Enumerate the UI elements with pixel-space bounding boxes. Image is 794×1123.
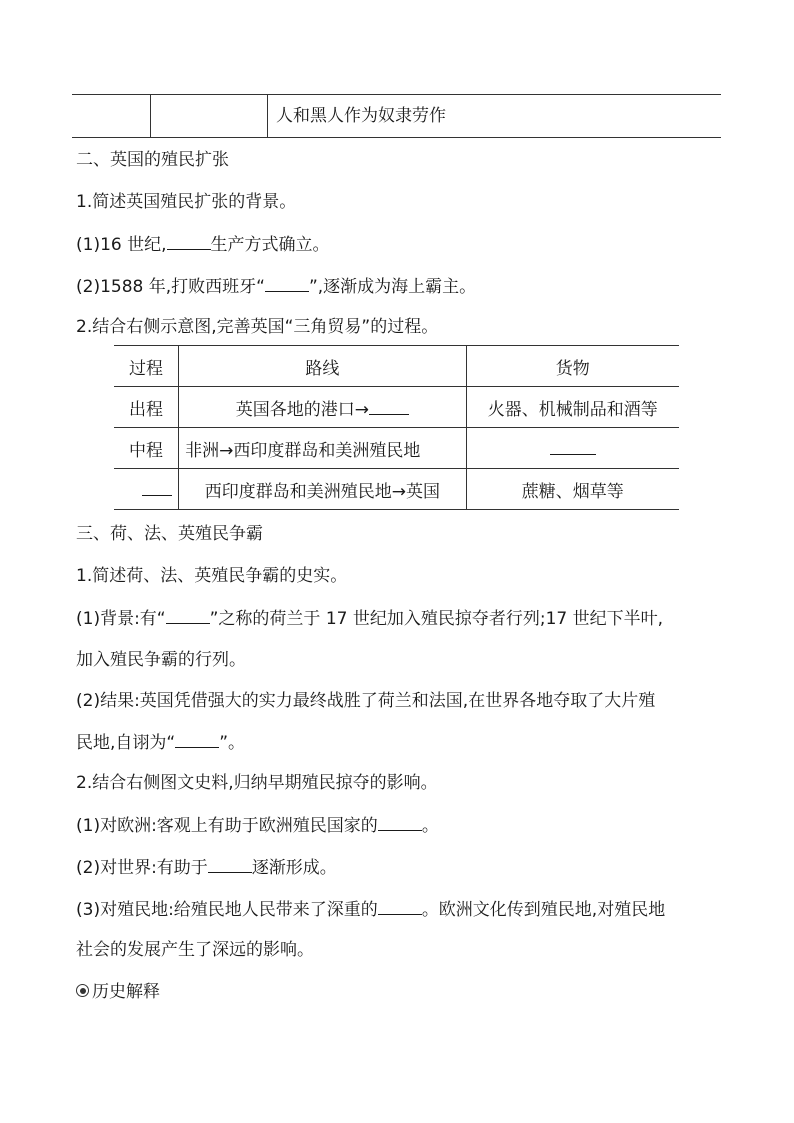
goods-cell: 火器、机械制品和酒等	[466, 387, 679, 428]
question-text: (1)对欧洲:客观上有助于欧洲殖民国家的	[76, 816, 378, 836]
question-2-3-continued: 社会的发展产生了深远的影响。	[76, 940, 314, 960]
section-heading-colonial-rivalry: 三、荷、法、英殖民争霸	[76, 524, 263, 544]
table-cell-text: 人和黑人作为奴隶劳作	[276, 106, 446, 126]
answer-blank[interactable]	[175, 730, 219, 748]
question-text: 。欧洲文化传到殖民地,对殖民地	[421, 900, 666, 920]
goods-cell	[466, 428, 679, 469]
question-1-1-continued	[76, 647, 246, 672]
answer-blank[interactable]	[166, 606, 210, 624]
label-text: 历史解释	[92, 982, 160, 1002]
question-2-3-colonies	[76, 897, 665, 922]
question-1-background: 1.简述英国殖民扩张的背景。	[76, 192, 297, 212]
header-goods: 货物	[466, 346, 679, 387]
question-text: 生产方式确立。	[210, 235, 330, 255]
question-text: ”之称的荷兰于 17 世纪加入殖民掠夺者行列;17 世纪下半叶,	[209, 609, 664, 629]
table-row	[114, 387, 679, 428]
question-1-1-background	[76, 606, 663, 631]
question-text: (1)背景:有“	[76, 609, 166, 629]
route-cell	[179, 387, 467, 428]
question-text: (1)16 世纪,	[76, 235, 167, 255]
answer-blank[interactable]	[265, 274, 309, 292]
header-process: 过程	[114, 346, 179, 387]
table-divider	[267, 95, 268, 137]
table-row	[114, 469, 679, 510]
answer-blank[interactable]	[369, 397, 409, 415]
bullet-circle-icon	[76, 984, 89, 997]
question-text: 加入殖民争霸的行列。	[76, 650, 246, 670]
question-text: (2)1588 年,打败西班牙“	[76, 277, 265, 297]
question-text: ”。	[219, 733, 246, 753]
answer-blank[interactable]	[142, 478, 172, 496]
question-1-2-result: (2)结果:英国凭借强大的实力最终战胜了荷兰和法国,在世界各地夺取了大片殖	[76, 691, 656, 711]
table-row	[114, 428, 679, 469]
question-text: 逐渐形成。	[251, 858, 337, 878]
question-2-triangle-trade: 2.结合右侧示意图,完善英国“三角贸易”的过程。	[76, 317, 439, 337]
table-header-row	[114, 346, 679, 387]
answer-blank[interactable]	[167, 232, 211, 250]
question-1-1	[76, 232, 330, 257]
route-text: 英国各地的港口→	[235, 399, 369, 420]
question-text: 民地,自诩为“	[76, 733, 176, 753]
question-text: (3)对殖民地:给殖民地人民带来了深重的	[76, 900, 378, 920]
question-1-2	[76, 274, 476, 299]
question-2-2-world	[76, 855, 337, 880]
table-divider	[150, 95, 151, 137]
partial-table-row	[72, 94, 721, 138]
question-text: 。	[421, 816, 439, 836]
process-cell	[114, 469, 179, 510]
answer-blank[interactable]	[550, 437, 596, 455]
route-cell: 西印度群岛和美洲殖民地→英国	[179, 469, 467, 510]
question-2-1-europe	[76, 813, 439, 838]
question-1-rivalry-facts: 1.简述荷、法、英殖民争霸的史实。	[76, 566, 348, 586]
answer-blank[interactable]	[208, 855, 252, 873]
question-2-impact: 2.结合右侧图文史料,归纳早期殖民掠夺的影响。	[76, 773, 438, 793]
route-cell: 非洲→西印度群岛和美洲殖民地	[179, 428, 467, 469]
section-heading-british-expansion: 二、英国的殖民扩张	[76, 150, 229, 170]
process-cell: 出程	[114, 387, 179, 428]
question-text: (2)对世界:有助于	[76, 858, 208, 878]
answer-blank[interactable]	[378, 813, 422, 831]
process-cell: 中程	[114, 428, 179, 469]
goods-cell: 蔗糖、烟草等	[466, 469, 679, 510]
question-text: ”,逐渐成为海上霸主。	[308, 277, 477, 297]
triangle-trade-table	[114, 345, 679, 510]
header-route: 路线	[179, 346, 467, 387]
section-label-history-interpretation	[76, 980, 160, 1004]
question-1-2-continued	[76, 730, 245, 755]
answer-blank[interactable]	[378, 897, 422, 915]
